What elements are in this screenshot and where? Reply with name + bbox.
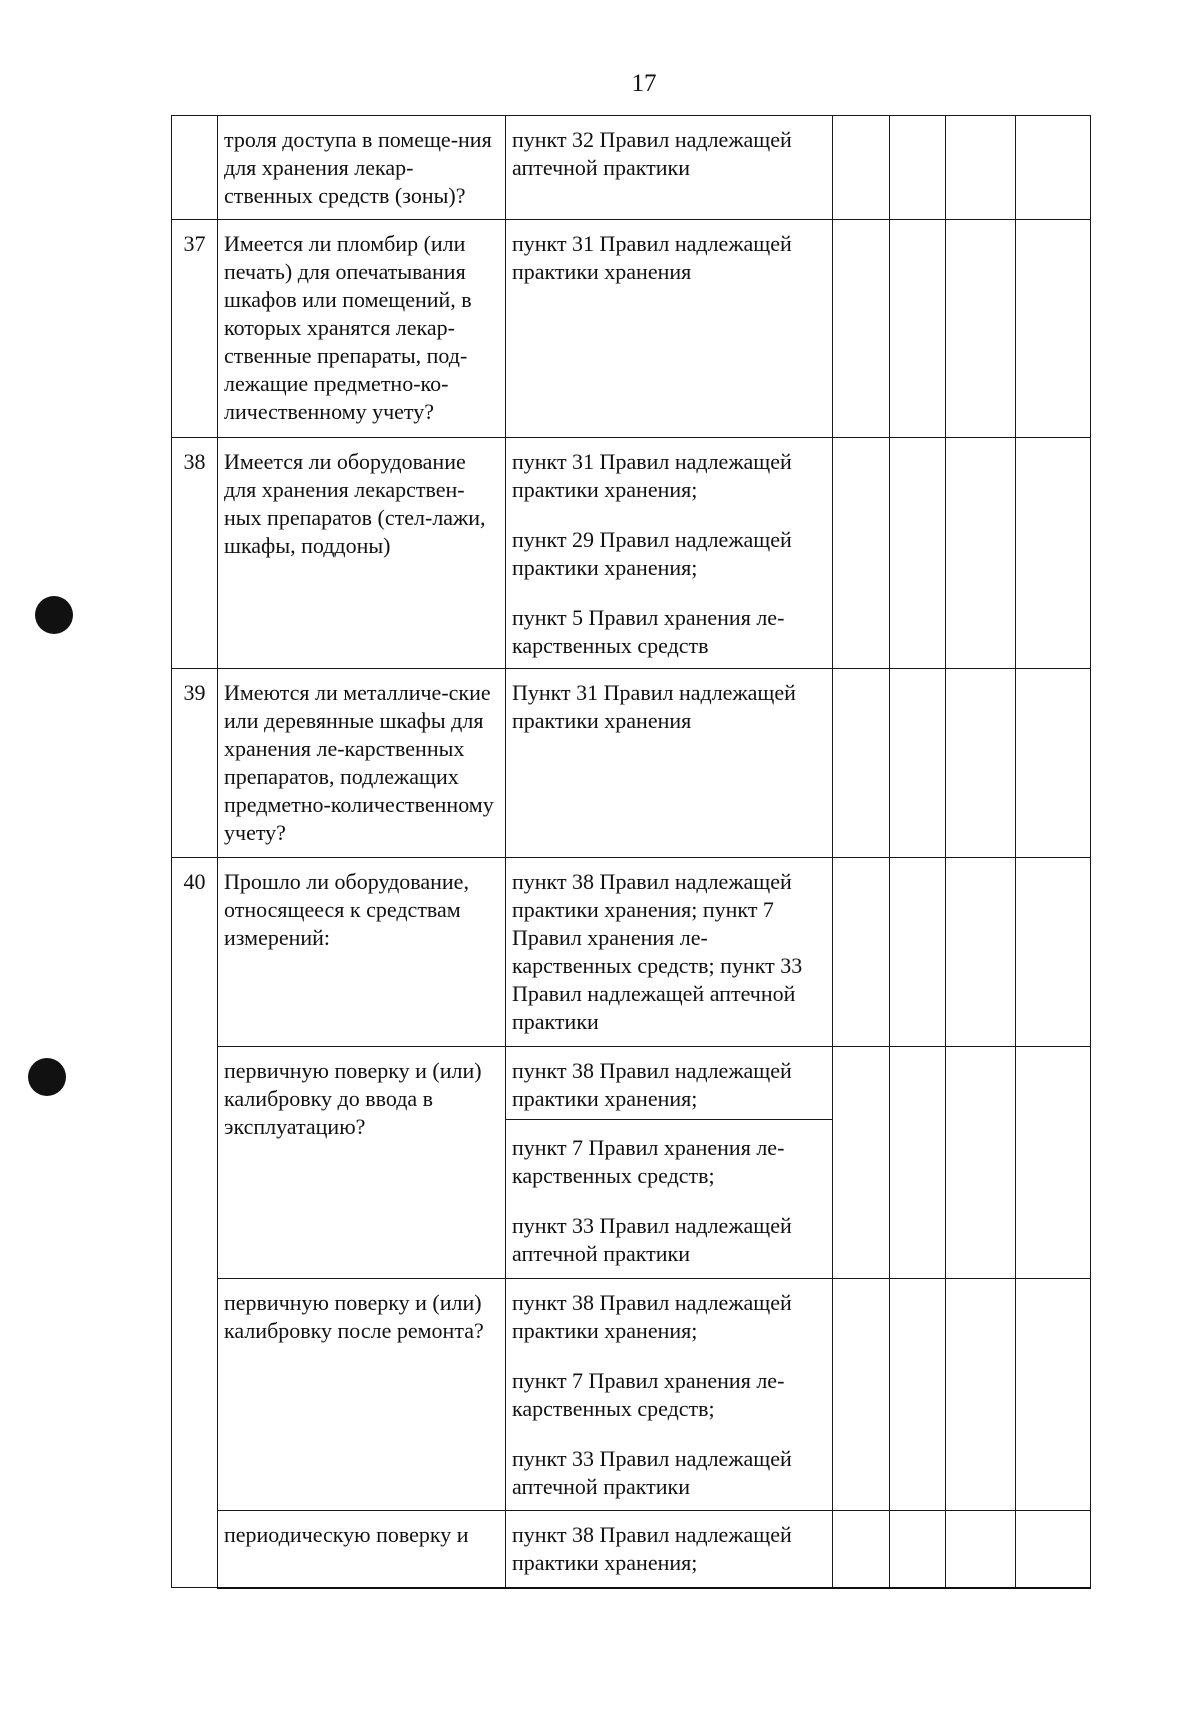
row-number: 40 [172,858,218,1588]
answer-cell-no[interactable] [890,1279,946,1511]
answer-cell-note[interactable] [1016,1047,1091,1279]
answer-cell-note[interactable] [1016,1279,1091,1511]
row-number: 39 [172,669,218,858]
table-row [172,220,1091,438]
question-text: троля доступа в помеще-ния для хранения лекар-ственных средств (зоны)? [218,116,506,220]
page-number: 17 [631,70,657,97]
reference-text: пункт 31 Правил надлежащей практики хранения; [512,449,792,502]
reference-text: пункт 38 Правил надлежащей практики хранения; [512,1290,792,1343]
answer-cell-no[interactable] [890,220,946,438]
table-row [172,858,1091,1047]
table-row [172,1279,1091,1511]
answer-cell-yes[interactable] [833,669,890,858]
reference-text: пункт 31 Правил надлежащей практики хранения [512,231,792,284]
answer-cell-no[interactable] [890,438,946,669]
question-text: периодическую поверку и [218,1511,506,1588]
question-text: первичную поверку и (или) калибровку после ремонта? [218,1279,506,1511]
reference-text: пункт 7 Правил хранения ле-карственных средств; [512,1368,785,1421]
answer-cell-no[interactable] [890,116,946,220]
reference-cell [506,438,833,669]
answer-cell-na[interactable] [946,1511,1016,1588]
question-text: Имеется ли пломбир (или печать) для опечатывания шкафов или помещений, в которых хранятся лекар-ственные препараты, под-лежащие предметно-ко-личественному учету? [218,220,506,438]
answer-cell-na[interactable] [946,116,1016,220]
answer-cell-yes[interactable] [833,1279,890,1511]
reference-text: пункт 29 Правил надлежащей практики хранения; [512,527,792,580]
reference-cell [506,220,833,438]
answer-cell-note[interactable] [1016,116,1091,220]
answer-cell-note[interactable] [1016,1511,1091,1588]
answer-cell-note[interactable] [1016,858,1091,1047]
answer-cell-yes[interactable] [833,438,890,669]
row-number: 37 [172,220,218,438]
answer-cell-note[interactable] [1016,220,1091,438]
answer-cell-na[interactable] [946,438,1016,669]
answer-cell-na[interactable] [946,669,1016,858]
answer-cell-no[interactable] [890,858,946,1047]
reference-text: Пункт 31 Правил надлежащей практики хранения [512,680,796,733]
answer-cell-na[interactable] [946,1279,1016,1511]
reference-text: пункт 33 Правил надлежащей аптечной практики [512,1213,792,1266]
answer-cell-yes[interactable] [833,116,890,220]
answer-cell-no[interactable] [890,1511,946,1588]
question-text: Прошло ли оборудование, относящееся к средствам измерений: [218,858,506,1047]
reference-text: пункт 38 Правил надлежащей практики хранения; [512,1522,792,1575]
answer-cell-note[interactable] [1016,438,1091,669]
answer-cell-note[interactable] [1016,669,1091,858]
answer-cell-no[interactable] [890,669,946,858]
answer-cell-na[interactable] [946,858,1016,1047]
punch-hole-icon [35,596,73,634]
question-text: Имеются ли металличе-ские или деревянные шкафы для хранения ле-карственных препаратов, подлежащих предметно-количественному учету? [218,669,506,858]
reference-cell [506,1511,833,1588]
punch-hole-icon [28,1058,66,1096]
answer-cell-na[interactable] [946,220,1016,438]
answer-cell-yes[interactable] [833,858,890,1047]
answer-cell-yes[interactable] [833,220,890,438]
answer-cell-no[interactable] [890,1047,946,1279]
table-row [172,116,1091,220]
table-row [172,669,1091,858]
question-text: первичную поверку и (или) калибровку до ввода в эксплуатацию? [218,1047,506,1279]
question-text: Имеется ли оборудование для хранения лекарствен-ных препаратов (стел-лажи, шкафы, поддоны) [218,438,506,669]
table-row [172,438,1091,669]
row-number [172,116,218,220]
reference-cell [506,858,833,1047]
table-row [172,1047,1091,1279]
answer-cell-na[interactable] [946,1047,1016,1279]
table-row [172,1511,1091,1588]
reference-cell [506,116,833,220]
reference-cell [506,669,833,858]
answer-cell-yes[interactable] [833,1047,890,1279]
reference-text: пункт 33 Правил надлежащей аптечной практики [512,1446,792,1499]
row-number: 38 [172,438,218,669]
checklist-table [171,115,1091,1589]
reference-text: пункт 7 Правил хранения ле-карственных средств; [512,1135,785,1188]
reference-text: пункт 38 Правил надлежащей практики хранения; [506,1047,832,1120]
reference-text: пункт 38 Правил надлежащей практики хранения; пункт 7 Правил хранения ле-карственных средств; пункт 33 Правил надлежащей аптечной практики [512,869,803,1034]
reference-cell [506,1047,833,1279]
reference-text: пункт 32 Правил надлежащей аптечной практики [512,127,792,180]
reference-cell [506,1279,833,1511]
answer-cell-yes[interactable] [833,1511,890,1588]
reference-text: пункт 5 Правил хранения ле-карственных средств [512,605,785,658]
